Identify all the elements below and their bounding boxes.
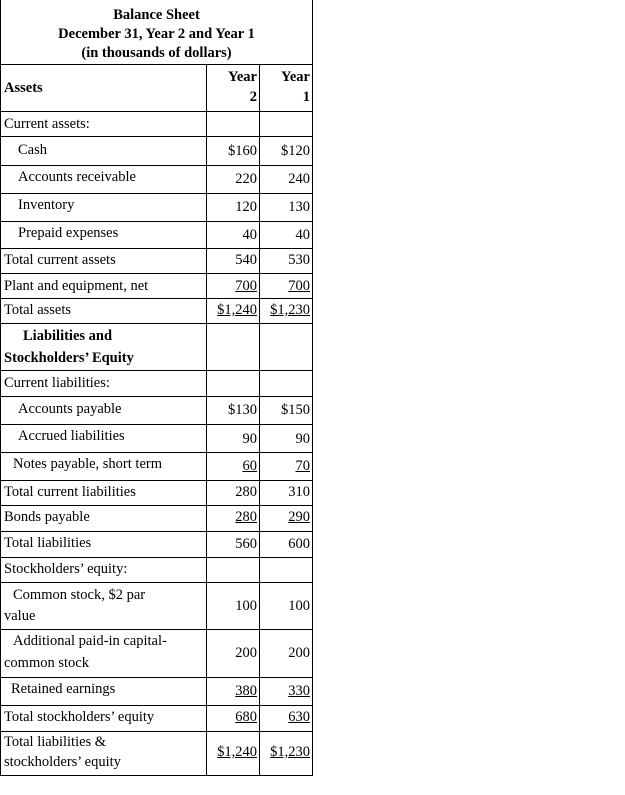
row-label-cont: common stock	[4, 655, 89, 671]
value-year1: 90	[295, 431, 310, 447]
table-row	[1, 732, 312, 775]
row-label: Current assets:	[4, 116, 90, 132]
year1-header: Year	[281, 69, 310, 85]
row-label: Additional paid-in capital-	[13, 633, 167, 649]
value-year2: 700	[235, 278, 257, 294]
row-label: Total current liabilities	[4, 484, 136, 500]
value-year1: $150	[281, 402, 310, 418]
value-year2: 200	[235, 645, 257, 661]
row-label: Cash	[18, 142, 47, 158]
table-row	[1, 481, 312, 506]
table-row	[1, 397, 312, 425]
table-row	[1, 249, 312, 274]
table-row	[1, 222, 312, 249]
value-year1: 200	[288, 645, 310, 661]
row-label: Prepaid expenses	[18, 225, 119, 241]
header-row	[1, 65, 312, 112]
table-row	[1, 453, 312, 481]
table-row	[1, 532, 312, 558]
value-year2: 40	[242, 227, 257, 243]
value-year2: 100	[235, 598, 257, 614]
value-year1: 100	[288, 598, 310, 614]
title-line-1: Balance Sheet	[113, 7, 200, 23]
row-label: Accounts payable	[18, 401, 122, 417]
value-year2: $130	[228, 402, 257, 418]
row-label: Retained earnings	[11, 681, 116, 697]
table-row	[1, 299, 312, 324]
value-year2: 90	[242, 431, 257, 447]
row-label: Notes payable, short term	[13, 456, 162, 472]
value-year1: 530	[288, 252, 310, 268]
value-year2: 280	[235, 484, 257, 500]
value-year1: $120	[281, 143, 310, 159]
table-row	[1, 137, 312, 166]
row-label: Bonds payable	[4, 509, 90, 525]
balance-sheet-table	[0, 0, 313, 776]
value-year2: $160	[228, 143, 257, 159]
value-year2: 60	[242, 458, 257, 474]
value-year2: $1,240	[217, 744, 257, 760]
value-year1: 310	[288, 484, 310, 500]
year2-header: Year	[228, 69, 257, 85]
table-row	[1, 371, 312, 397]
value-year2: $1,240	[217, 302, 257, 318]
row-label: Accounts receivable	[18, 169, 136, 185]
value-year1: 290	[288, 509, 310, 525]
value-year1: 700	[288, 278, 310, 294]
value-year2: 220	[235, 171, 257, 187]
value-year2: 380	[235, 683, 257, 699]
value-year1: 240	[288, 171, 310, 187]
value-year2: 120	[235, 199, 257, 215]
liabilities-header-row	[1, 324, 312, 371]
table-row	[1, 558, 312, 583]
row-label: Accrued liabilities	[18, 428, 125, 444]
table-row	[1, 194, 312, 222]
value-year1: $1,230	[270, 744, 310, 760]
row-label: Total liabilities &	[4, 734, 107, 750]
row-label: Common stock, $2 par	[13, 587, 146, 603]
value-year1: 600	[288, 536, 310, 552]
row-label: Stockholders’ equity:	[4, 561, 128, 577]
title-block	[1, 0, 312, 65]
value-year2: 280	[235, 509, 257, 525]
row-label: Total current assets	[4, 252, 116, 268]
value-year2: 680	[235, 709, 257, 725]
year1-header-num: 1	[302, 89, 310, 105]
value-year1: 40	[295, 227, 310, 243]
value-year1: 330	[288, 683, 310, 699]
value-year2: 560	[235, 536, 257, 552]
row-label: Plant and equipment, net	[4, 278, 149, 294]
value-year2: 540	[235, 252, 257, 268]
title-line-2: December 31, Year 2 and Year 1	[58, 26, 255, 42]
row-label: Current liabilities:	[4, 375, 110, 391]
table-row	[1, 678, 312, 706]
assets-header: Assets	[4, 80, 43, 96]
stockholders-equity-header: Stockholders’ Equity	[4, 350, 134, 366]
table-row	[1, 506, 312, 532]
table-row	[1, 274, 312, 299]
row-label: Total assets	[4, 302, 72, 318]
value-year1: $1,230	[270, 302, 310, 318]
table-row	[1, 425, 312, 453]
row-label: Total liabilities	[4, 535, 92, 551]
liabilities-header: Liabilities and	[23, 328, 113, 344]
row-label: Total stockholders’ equity	[4, 709, 155, 725]
value-year1: 130	[288, 199, 310, 215]
table-row	[1, 583, 312, 630]
table-row	[1, 112, 312, 137]
title-line-3: (in thousands of dollars)	[81, 45, 232, 61]
value-year1: 70	[295, 458, 310, 474]
row-label-cont: value	[4, 608, 36, 624]
row-label-cont: stockholders’ equity	[4, 754, 121, 770]
table-row	[1, 166, 312, 194]
table-row	[1, 630, 312, 678]
row-label: Inventory	[18, 197, 75, 213]
table-row	[1, 706, 312, 732]
value-year1: 630	[288, 709, 310, 725]
year2-header-num: 2	[249, 89, 257, 105]
